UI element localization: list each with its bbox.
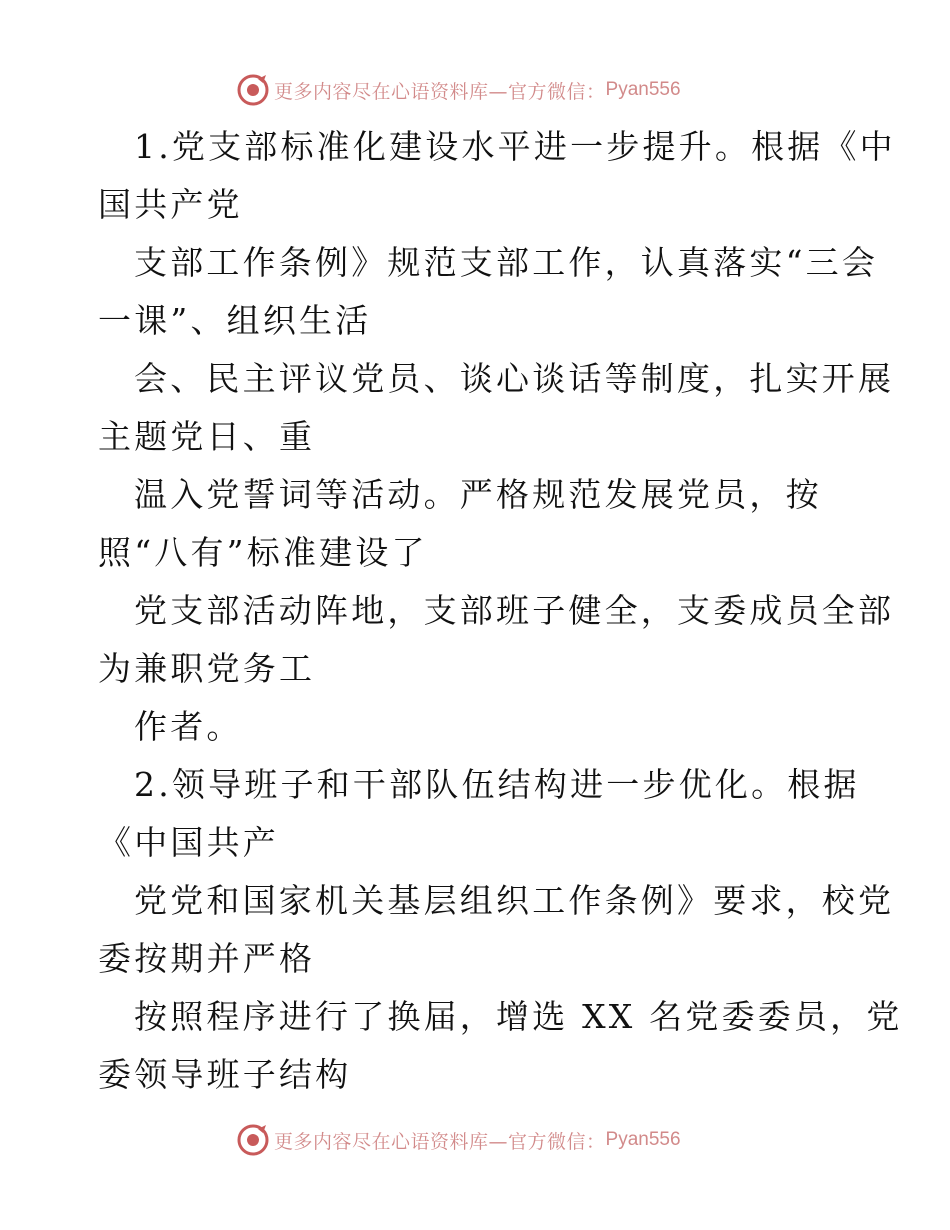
text-line: 照“八有”标准建设了 [98,533,428,572]
text-line: 温入党誓词等活动。严格规范发展党员，按 [134,475,822,514]
text-line: 党党和国家机关基层组织工作条例》要求，校党 [134,881,895,920]
watermark-text: 更多内容尽在心语资料库—官方微信： [274,1130,606,1153]
text-line: 会、民主评议党员、谈心谈话等制度，扎实开展 [134,359,895,398]
watermark-text: 更多内容尽在心语资料库—官方微信： [274,80,606,103]
text-line: 1.党支部标准化建设水平进一步提升。根据《中 [134,127,896,166]
watermark-id: Pyan556 [605,1129,681,1150]
text-line: 党支部活动阵地，支部班子健全，支委成员全部 [134,591,895,630]
watermark-logo-icon [236,73,270,107]
watermark-logo-icon [236,1123,270,1157]
text-line: 主题党日、重 [98,417,316,456]
text-line: 一课”、组织生活 [98,301,372,340]
text-line: 国共产党 [98,185,243,224]
document-body [98,118,903,1104]
text-line: 按照程序进行了换届，增选 XX 名党委委员，党 [134,997,903,1036]
text-line: 委领导班子结构 [98,1055,352,1094]
watermark-id: Pyan556 [605,79,681,100]
text-line: 支部工作条例》规范支部工作，认真落实“三会 [134,243,879,282]
text-line: 2.领导班子和干部队伍结构进一步优化。根据 [134,765,860,804]
footer-watermark [236,1122,681,1158]
text-line: 作者。 [134,707,243,746]
header-watermark [236,72,681,108]
text-line: 委按期并严格 [98,939,316,978]
text-line: 《中国共产 [98,823,279,862]
text-line: 为兼职党务工 [98,649,316,688]
